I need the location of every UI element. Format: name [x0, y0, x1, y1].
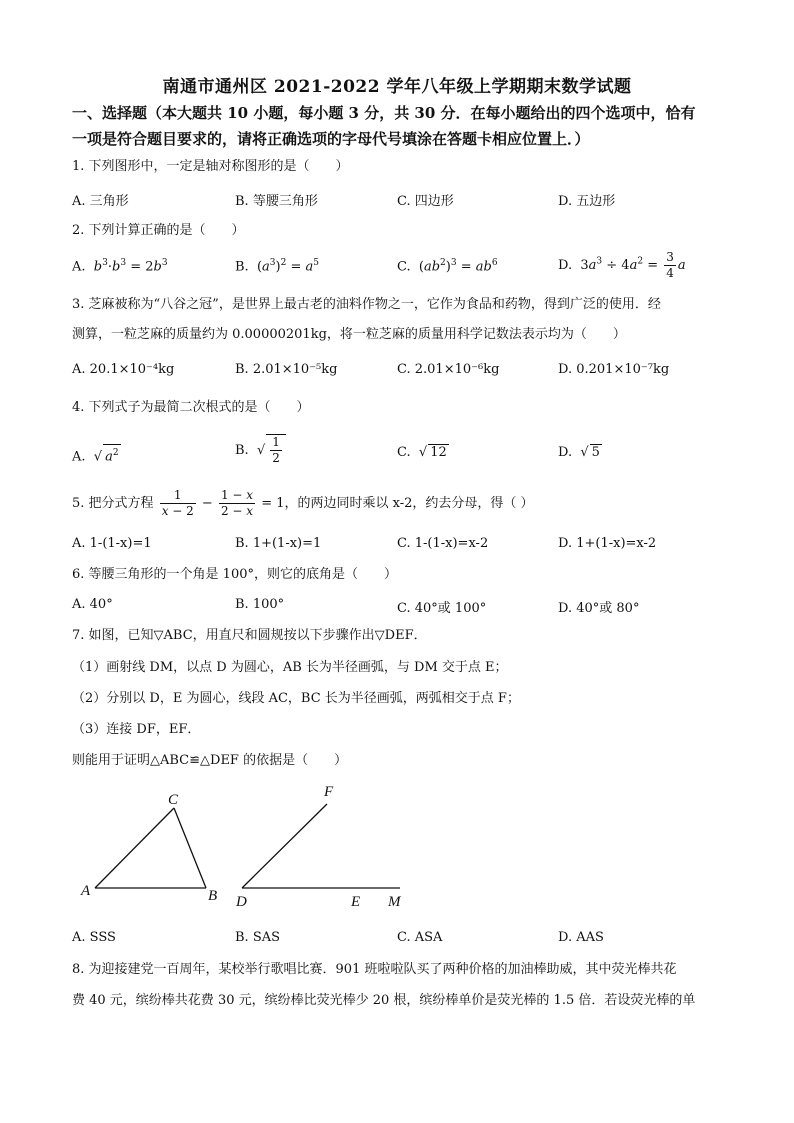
q7-option-b[interactable]: B. SAS	[235, 930, 281, 945]
label-point-d: D	[236, 894, 247, 910]
q4-option-d[interactable]: D. √ 5	[558, 445, 600, 460]
q2-label-d: D.	[558, 258, 573, 273]
q4-label-a: A.	[72, 449, 86, 465]
q4-label-b: B.	[235, 443, 249, 458]
q5-option-d[interactable]: D. 1+(1-x)=x-2	[558, 536, 657, 551]
q2-options	[72, 250, 722, 284]
label-point-a: A	[81, 883, 91, 899]
q7-construction-figure	[72, 778, 432, 914]
section-heading-line2: 一项是符合题目要求的，请将正确选项的字母代号填涂在答题卡相应位置上．）	[72, 130, 590, 148]
q2-option-d[interactable]: D. $3a^3 \div 4a^2$ = $\frac{3}{4}$ a	[558, 250, 686, 280]
q2-label-b: B.	[235, 259, 249, 275]
q1-stem: 1. 下列图形中，一定是轴对称图形的是（ ）	[72, 159, 349, 174]
q4-option-c[interactable]: C. √ 12	[397, 445, 447, 460]
q3-options	[72, 362, 722, 384]
triangle-abc	[95, 808, 206, 888]
q3-option-a[interactable]: A. 20.1×10⁻⁴kg	[72, 362, 175, 377]
q7-option-c[interactable]: C. ASA	[397, 930, 443, 945]
q5-options	[72, 536, 722, 558]
q6-options	[72, 597, 722, 619]
label-point-m: M	[388, 894, 401, 910]
q1-options	[72, 190, 722, 212]
page-title: 南通市通州区 2021-2022 学年八年级上学期期末数学试题	[162, 77, 632, 97]
q2-label-a: A.	[72, 259, 86, 275]
q5-option-c[interactable]: C. 1-(1-x)=x-2	[397, 536, 489, 551]
label-point-e: E	[351, 894, 361, 910]
q4-label-d: D.	[558, 445, 573, 460]
segment-df	[242, 804, 327, 888]
q6-option-b[interactable]: B. 100°	[235, 597, 285, 612]
q7-step3: （3）连接 DF，EF．	[72, 722, 201, 737]
q5-prefix: 5. 把分式方程	[72, 496, 154, 511]
q2-label-c: C.	[397, 259, 411, 275]
q6-option-a[interactable]: A. 40°	[72, 597, 113, 612]
q1-option-d[interactable]: D. 五边形	[558, 194, 616, 209]
q7-options	[72, 930, 722, 952]
label-point-f: F	[324, 784, 334, 800]
segment-ac	[95, 808, 174, 888]
segment-bc	[174, 808, 206, 888]
q2-option-c[interactable]: C. $(ab^2)^3 = ab^6$	[397, 258, 498, 275]
construction-def	[242, 804, 400, 888]
q3-option-c[interactable]: C. 2.01×10⁻⁶kg	[397, 362, 500, 377]
q5-option-a[interactable]: A. 1-(1-x)=1	[72, 536, 152, 551]
label-point-c: C	[168, 792, 179, 808]
q4-label-c: C.	[397, 445, 411, 460]
q7-step1: （1）画射线 DM，以点 D 为圆心，AB 长为半径画弧，与 DM 交于点 E；	[72, 660, 508, 675]
q7-option-d[interactable]: D. AAS	[558, 930, 604, 945]
q2-stem: 2. 下列计算正确的是（ ）	[72, 223, 245, 238]
q2-option-b[interactable]: B. $(a^3)^2 = a^5$	[235, 258, 320, 275]
q1-option-c[interactable]: C. 四边形	[397, 194, 454, 209]
q7-stem: 7. 如图，已知▽ABC，用直尺和圆规按以下步骤作出▽DEF．	[72, 628, 427, 643]
q3-option-d[interactable]: D. 0.201×10⁻⁷kg	[558, 362, 670, 377]
q5-suffix: ，的两边同时乘以 x-2，约去分母，得（ ）	[284, 496, 534, 511]
q4-options	[72, 434, 722, 474]
q3-option-b[interactable]: B. 2.01×10⁻⁵kg	[235, 362, 338, 377]
q3-line1: 3. 芝麻被称为“八谷之冠”，是世界上最古老的油料作物之一，它作为食品和药物，得到广泛的使用．经	[72, 297, 661, 312]
q6-stem: 6. 等腰三角形的一个角是 100°，则它的底角是（ ）	[72, 567, 397, 582]
q7-question: 则能用于证明△ABC≌△DEF 的依据是（ ）	[72, 753, 348, 768]
q4-stem: 4. 下列式子为最简二次根式的是（ ）	[72, 400, 310, 415]
q8-line1: 8. 为迎接建党一百周年，某校举行歌唱比赛．901 班啦啦队买了两种价格的加油棒助威，其中荧光棒共花	[72, 962, 677, 977]
q3-line2: 测算，一粒芝麻的质量约为 0.00000201kg，将一粒芝麻的质量用科学记数法表示均为（ ）	[72, 327, 626, 342]
section-heading-line1: 一、选择题（本大题共 10 小题，每小题 3 分，共 30 分．在每小题给出的四个选项中，恰有	[72, 104, 696, 122]
q4-option-a[interactable]: A. √ $a^2$	[72, 444, 121, 465]
q5-stem: 5. 把分式方程 $\frac{1}{x - 2}$ − $\frac{1 - x}{2 - x}$ = 1，的两边同时乘以 x-2，约去分母，得（ ）	[72, 488, 534, 518]
q1-option-a[interactable]: A. 三角形	[72, 194, 129, 209]
q8-line2: 费 40 元，缤纷棒共花费 30 元，缤纷棒比荧光棒少 20 根，缤纷棒单价是荧光棒的 1.5 倍．若设荧光棒的单	[72, 993, 696, 1008]
q7-option-a[interactable]: A. SSS	[72, 930, 116, 945]
q7-step2: （2）分别以 D，E 为圆心，线段 AC，BC 长为半径画弧，两弧相交于点 F；	[72, 691, 520, 706]
q6-option-d[interactable]: D. 40°或 80°	[558, 601, 640, 616]
q5-option-b[interactable]: B. 1+(1-x)=1	[235, 536, 322, 551]
q4-option-b[interactable]: B. √ $\frac{1}{2}$	[235, 434, 286, 466]
label-point-b: B	[208, 888, 218, 904]
q6-option-c[interactable]: C. 40°或 100°	[397, 601, 487, 616]
q2-option-a[interactable]: A. $b^3\cdot b^3 = 2b^3$	[72, 258, 168, 275]
q1-option-b[interactable]: B. 等腰三角形	[235, 194, 318, 209]
